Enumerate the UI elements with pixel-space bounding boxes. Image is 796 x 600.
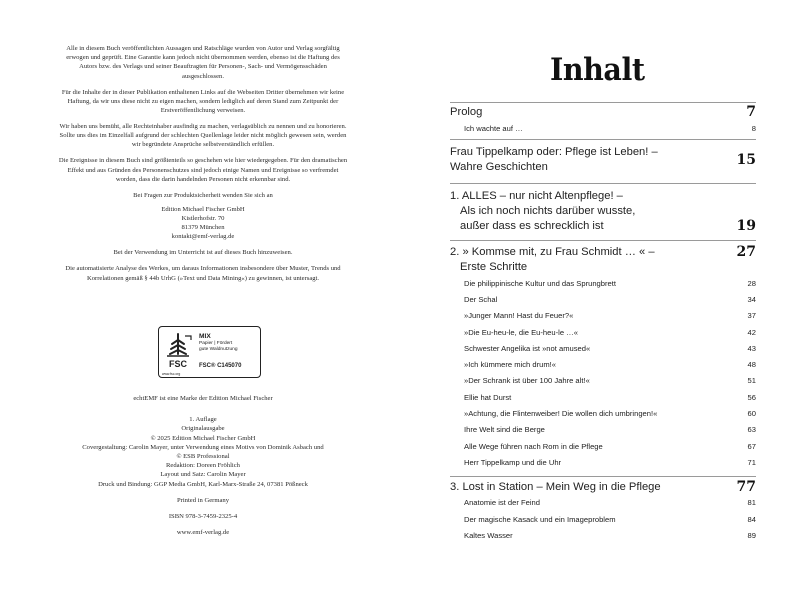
fsc-tree-icon xyxy=(163,332,193,374)
subentry-title: »Achtung, die Flintenweiber! Die wollen dich umbringen!« xyxy=(464,409,658,419)
subentry-title: Herr Tippelkamp und die Uhr xyxy=(464,457,562,467)
chapter-page: 7 xyxy=(746,104,756,120)
subentry-page: 71 xyxy=(747,457,756,467)
address-line: Kistlerhofstr. 70 xyxy=(181,215,225,223)
toc-subentry xyxy=(450,511,756,527)
teaching-note: Bei der Verwendung im Unterricht ist auf dieses Buch hinzuweisen. xyxy=(113,249,293,257)
brand-note: echtEMF ist eine Marke der Edition Michael Fischer xyxy=(133,395,273,402)
chapter-heading xyxy=(450,477,756,495)
toc-subentry xyxy=(450,291,756,307)
disclaimer-paragraph: Alle in diesem Buch veröffentlichten Aussagen und Ratschläge wurden von Autor und Verlag sorgfältig erwogen und geprüft. Eine Garantie kann jedoch nicht übernommen werden, ebenso ist die Haftung des Autors bzw. des Verlags und seiner Beauftragten für Personen-, Sach- und Vermögensschäden ausgeschlossen. xyxy=(66,45,340,80)
subentry-page: 28 xyxy=(747,278,756,288)
address-line: 81379 München xyxy=(181,224,225,232)
address-email: kontakt@emf-verlag.de xyxy=(171,233,235,241)
chapter-title: 3. Lost in Station – Mein Weg in die Pflege xyxy=(450,480,661,493)
subentry-title: »Junger Mann! Hast du Feuer?« xyxy=(464,311,574,321)
subentry-page: 37 xyxy=(747,311,756,321)
chapter-title-line: 1. ALLES – nur nicht Altenpflege! – xyxy=(450,190,623,202)
events-paragraph: Die Ereignisse in diesem Buch sind größtenteils so geschehen wie hier wiedergegeben. Für den dramatischen Effekt und aus Gründen des Personenschutzes sind jedoch einige Namen und Ereignisse so verfremdet worden, dass die darin handelnden Personen nicht erkennbar sind. xyxy=(58,157,348,183)
subentry-page: 43 xyxy=(747,343,756,353)
isbn: ISBN 978-3-7459-2325-4 xyxy=(168,513,238,521)
website: www.emf-verlag.de xyxy=(176,529,230,537)
chapter-heading xyxy=(450,140,756,178)
subentry-page: 81 xyxy=(747,498,756,508)
table-of-contents xyxy=(450,102,756,543)
subentry-title: Ihre Welt sind die Berge xyxy=(464,425,545,435)
edition-line: Layout und Satz: Carolin Mayer xyxy=(160,471,246,479)
fsc-code: FSC® C145070 xyxy=(199,363,242,369)
chapter-heading xyxy=(450,105,756,120)
subentry-title: Ich wachte auf … xyxy=(464,124,523,133)
chapter-title xyxy=(450,245,655,275)
rights-paragraph: Wir haben uns bemüht, alle Rechteinhaber ausfindig zu machen, verlagsüblich zu nennen und zu honorieren. Sollte uns dies im Einzelfall aufgrund der schlechten Quellenlage leider nicht möglich gewesen sein, werden wir begründete Ansprüche selbstverständlich erfüllen. xyxy=(59,123,347,149)
fsc-mix: MIX xyxy=(199,333,211,340)
subentry-page: 60 xyxy=(747,409,756,419)
toc-subentry xyxy=(450,120,756,137)
toc-subentry xyxy=(450,495,756,511)
subentry-page: 42 xyxy=(747,327,756,337)
chapter-title-line: 2. » Kommse mit, zu Frau Schmidt … « – xyxy=(450,246,655,258)
subentry-page: 63 xyxy=(747,425,756,435)
subentry-title: Ellie hat Durst xyxy=(464,392,512,402)
toc-subentry xyxy=(450,405,756,421)
fsc-paper-line: gute Waldnutzung xyxy=(199,346,238,352)
toc-chapter xyxy=(450,183,756,240)
toc-subentry xyxy=(450,275,756,291)
subentry-page: 51 xyxy=(747,376,756,386)
chapter-heading xyxy=(450,184,756,240)
subentry-title: Der Schal xyxy=(464,294,498,304)
toc-subentry xyxy=(450,356,756,372)
subentry-title: Die philippinische Kultur und das Sprungbrett xyxy=(464,278,616,288)
chapter-title xyxy=(450,189,635,234)
subentry-title: »Die Eu-heu-le, die Eu-heu-le …« xyxy=(464,327,578,337)
chapter-title-line: Wahre Geschichten xyxy=(450,161,548,173)
chapter-page: 77 xyxy=(736,478,756,495)
edition-info xyxy=(58,394,348,544)
chapter-title xyxy=(450,145,658,175)
toc-subentry xyxy=(450,308,756,324)
toc-subentry xyxy=(450,438,756,454)
edition-line: © ESB Professional xyxy=(176,453,230,461)
printed-in: Printed in Germany xyxy=(176,496,229,504)
chapter-title-line: Frau Tippelkamp oder: Pflege ist Leben! – xyxy=(450,146,658,158)
chapter-page: 15 xyxy=(736,151,756,168)
edition-line: Originalausgabe xyxy=(181,425,225,433)
toc-subentry xyxy=(450,373,756,389)
toc-subentry xyxy=(450,324,756,340)
chapter-title-line: Als ich noch nichts darüber wusste, xyxy=(460,205,636,217)
subentry-page: 67 xyxy=(747,441,756,451)
tdm-note: Die automatisierte Analyse des Werkes, um daraus Informationen insbesondere über Muster, Trends und Korrelationen gemäß § 44b UrhG (»Text und Data Mining«) zu gewinnen, ist untersagt. xyxy=(65,265,341,282)
subentry-title: Alle Wege führen nach Rom in die Pflege xyxy=(464,441,603,451)
subentry-page: 56 xyxy=(747,392,756,402)
fsc-paper xyxy=(199,341,259,352)
chapter-heading xyxy=(450,241,756,275)
fsc-web: www.fsc.org xyxy=(162,372,181,376)
publisher-address xyxy=(58,205,348,242)
subentry-title: »Der Schrank ist über 100 Jahre alt!« xyxy=(464,376,590,386)
links-paragraph: Für die Inhalte der in dieser Publikation enthaltenen Links auf die Webseiten Dritter übernehmen wir keine Haftung, da wir uns diese nicht zu eigen machen, sondern lediglich auf deren Stand zum Zeitpunkt der Erstveröffentlichung verweisen. xyxy=(61,88,345,115)
subentry-title: Schwester Angelika ist »not amused« xyxy=(464,343,591,353)
edition-line: Redaktion: Doreen Fröhlich xyxy=(166,462,240,470)
page-title: Inhalt xyxy=(550,52,645,88)
subentry-page: 84 xyxy=(747,514,756,524)
chapter-title-line: außer dass es schrecklich ist xyxy=(460,220,604,232)
fsc-paper-line: Papier | Fördert xyxy=(199,341,233,346)
edition-lines xyxy=(58,415,348,489)
toc-subentry xyxy=(450,454,756,470)
fsc-logo-text: FSC xyxy=(169,359,187,369)
toc-chapter xyxy=(450,240,756,471)
toc-subentry xyxy=(450,527,756,543)
subentry-title: Der magische Kasack und ein Imageproblem xyxy=(464,514,616,524)
toc-subentry xyxy=(450,422,756,438)
toc-subentry xyxy=(450,389,756,405)
toc-subentry xyxy=(450,340,756,356)
edition-line: Covergestaltung: Carolin Mayer, unter Verwendung eines Motivs von Dominik Asbach und xyxy=(82,443,324,451)
subentry-title: »Ich kümmere mich drum!« xyxy=(464,360,556,370)
toc-chapter xyxy=(450,102,756,137)
subentry-page: 34 xyxy=(747,294,756,304)
toc-chapter xyxy=(450,476,756,544)
subentry-page: 8 xyxy=(751,124,756,133)
safety-paragraph: Bei Fragen zur Produktsicherheit wenden Sie sich an xyxy=(133,191,273,199)
subentry-page: 89 xyxy=(747,530,756,540)
subentry-title: Kaltes Wasser xyxy=(464,530,513,540)
chapter-title-line: Erste Schritte xyxy=(460,261,528,273)
chapter-title: Prolog xyxy=(450,106,483,118)
address-line: Edition Michael Fischer GmbH xyxy=(161,205,245,213)
chapter-page: 19 xyxy=(736,218,756,234)
toc-page xyxy=(398,0,796,600)
edition-line: 1. Auflage xyxy=(189,416,217,424)
chapter-page: 27 xyxy=(736,244,756,260)
fsc-label xyxy=(158,326,261,378)
subentry-title: Anatomie ist der Feind xyxy=(464,498,540,508)
edition-line: © 2025 Edition Michael Fischer GmbH xyxy=(150,434,256,442)
imprint-text xyxy=(58,44,348,290)
toc-chapter xyxy=(450,139,756,178)
edition-line: Druck und Bindung: GGP Media GmbH, Karl-Marx-Straße 24, 07381 Pößneck xyxy=(98,480,308,488)
subentry-page: 48 xyxy=(747,360,756,370)
